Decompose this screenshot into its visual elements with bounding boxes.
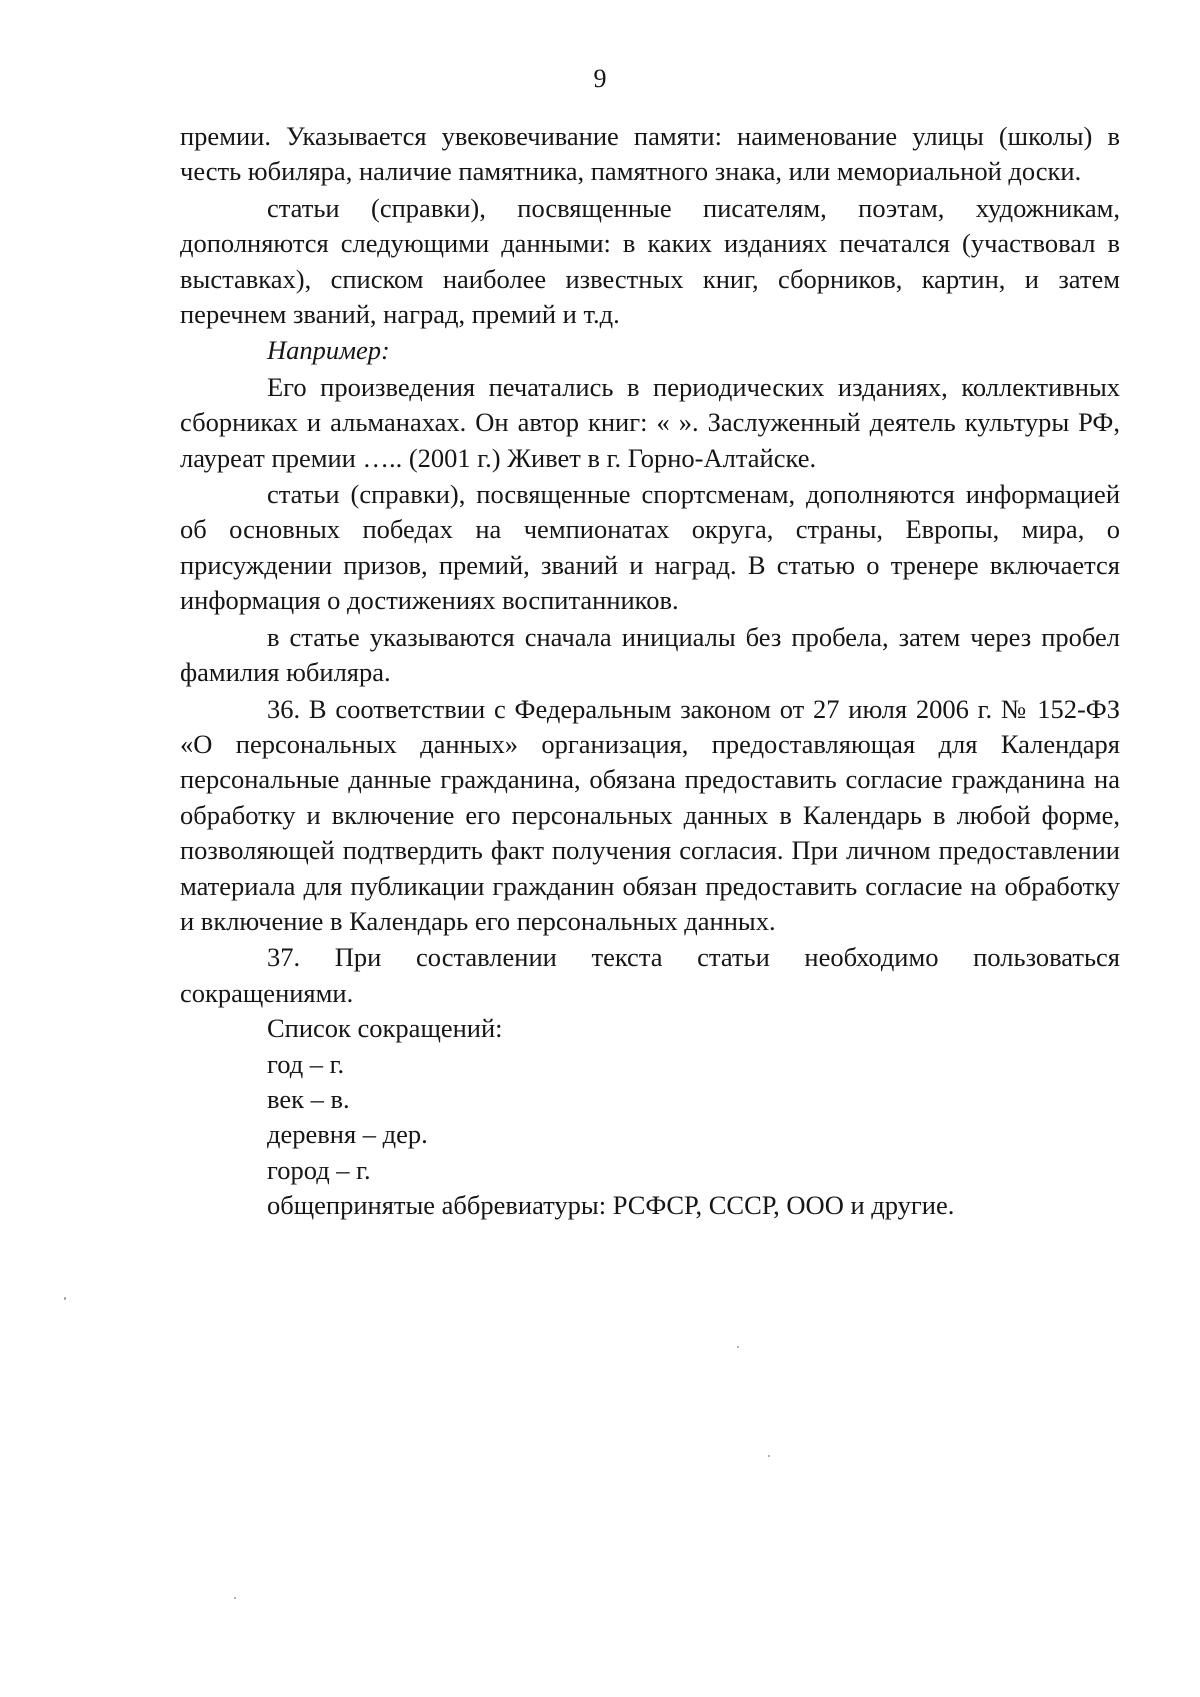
paragraph-initials: в статье указываются сначала инициалы без пробела, затем через пробел фамилия юбиляра. bbox=[180, 621, 1120, 688]
abbreviations-list bbox=[180, 1011, 1120, 1223]
abbreviation-item: город – г. bbox=[267, 1154, 371, 1185]
abbreviation-item: год – г. bbox=[267, 1048, 345, 1079]
document-body bbox=[180, 119, 1120, 1224]
scan-speck bbox=[64, 1297, 66, 1300]
paragraph-example-text: Его произведения печатались в периодических изданиях, коллективных сборниках и альманахах. Он автор книг: « ». Заслуженный деятель культуры РФ, лауреат премии ….. (2001 г.) Живет в г. Горно-Алтайске. bbox=[180, 371, 1120, 473]
paragraph-awards-memorials: премии. Указывается увековечивание памяти: наименование улицы (школы) в честь юбиляра, наличие памятника, памятного знака, или мемориальной доски. bbox=[180, 121, 1120, 187]
paragraph-athletes: статьи (справки), посвященные спортсменам, дополняются информацией об основных победах на чемпионатах округа, страны, Европы, мира, о присуждении призов, премий, званий и наград. В статью о тренере включается информация о достижениях воспитанников. bbox=[180, 479, 1120, 616]
abbreviation-item: общепринятые аббревиатуры: РСФСР, СССР, ООО и другие. bbox=[267, 1190, 955, 1221]
scan-speck bbox=[737, 1346, 739, 1348]
paragraph-37-abbreviations: 37. При составлении текста статьи необходимо пользоваться сокращениями. bbox=[180, 942, 1120, 1008]
page-number: 9 bbox=[593, 64, 607, 93]
scan-speck bbox=[768, 1455, 770, 1457]
scan-speck bbox=[234, 1597, 236, 1599]
abbreviation-item: век – в. bbox=[267, 1083, 350, 1114]
abbreviations-heading: Список сокращений: bbox=[267, 1013, 503, 1044]
paragraph-36-personal-data: 36. В соответствии с Федеральным законом от 27 июля 2006 г. № 152-ФЗ «О персональных данных» организация, предоставляющая для Календаря персональные данные гражданина, обязана предоставить согласие гражданина на обработку и включение его персональных данных в Календарь в любой форме, позволяющей подтвердить факт получения согласия. При личном предоставлении материала для публикации гражданин обязан предоставить согласие на обработку и включение в Календарь его персональных данных. bbox=[180, 693, 1120, 936]
example-heading: Например: bbox=[267, 335, 390, 366]
paragraph-writers-artists: статьи (справки), посвященные писателям, поэтам, художникам, дополняются следующими данными: в каких изданиях печатался (участвовал в выставках), списком наиболее известных книг, сборников, картин, и затем перечнем званий, наград, премий и т.д. bbox=[180, 192, 1120, 330]
abbreviation-item: деревня – дер. bbox=[267, 1119, 428, 1150]
